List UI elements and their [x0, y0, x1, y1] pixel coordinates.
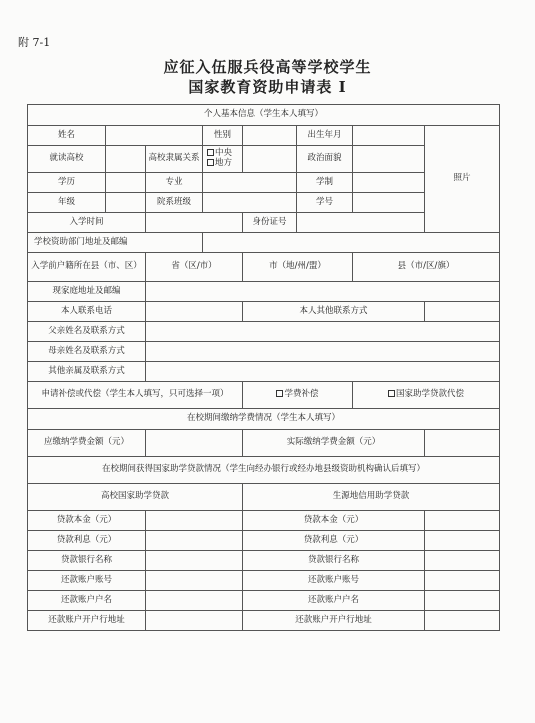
- tuition-due-label: 应缴纳学费金额（元）: [28, 430, 146, 457]
- relatives-label: 其他亲属及联系方式: [28, 362, 146, 382]
- education-field[interactable]: [106, 173, 146, 193]
- local-account-no-field[interactable]: [425, 571, 500, 591]
- annex-label: 附 7-1: [18, 36, 51, 49]
- other-contact-label: 本人其他联系方式: [243, 302, 425, 322]
- id-no-field[interactable]: [297, 213, 425, 233]
- apply-label: 申请补偿或代偿（学生本人填写，只可选择一项）: [28, 382, 243, 409]
- school-bank-label: 贷款银行名称: [28, 551, 146, 571]
- form-title-line1: 应征入伍服兵役高等学校学生: [163, 58, 372, 76]
- application-form-table: [27, 104, 500, 631]
- province-field[interactable]: 省（区/市）: [146, 253, 243, 282]
- checkbox-icon[interactable]: [207, 159, 214, 166]
- affiliation-options: [203, 146, 243, 173]
- student-no-label: 学号: [297, 193, 353, 213]
- local-interest-field[interactable]: [425, 531, 500, 551]
- school-bank-field[interactable]: [146, 551, 243, 571]
- local-bank-label: 贷款银行名称: [243, 551, 425, 571]
- local-bank-address-label: 还款账户开户行地址: [243, 611, 425, 631]
- school-principal-label: 贷款本金（元）: [28, 511, 146, 531]
- school-bank-address-label: 还款账户开户行地址: [28, 611, 146, 631]
- school-account-no-field[interactable]: [146, 571, 243, 591]
- home-address-label: 现家庭地址及邮编: [28, 282, 146, 302]
- school-interest-label: 贷款利息（元）: [28, 531, 146, 551]
- enroll-time-label: 入学时间: [28, 213, 146, 233]
- county-field[interactable]: 县（市/区/旗）: [353, 253, 500, 282]
- grade-field[interactable]: [106, 193, 146, 213]
- city-field[interactable]: 市（地/州/盟）: [243, 253, 353, 282]
- political-label: 政治面貌: [297, 146, 353, 173]
- local-bank-field[interactable]: [425, 551, 500, 571]
- loan-repayment-option[interactable]: 国家助学贷款代偿: [353, 382, 500, 409]
- mother-field[interactable]: [146, 342, 500, 362]
- tuition-header: 在校期间缴纳学费情况（学生本人填写）: [28, 409, 500, 430]
- major-label: 专业: [146, 173, 203, 193]
- mother-label: 母亲姓名及联系方式: [28, 342, 146, 362]
- school-account-name-field[interactable]: [146, 591, 243, 611]
- local-option[interactable]: 地方: [205, 159, 240, 169]
- grade-label: 年级: [28, 193, 106, 213]
- local-account-name-label: 还款账户户名: [243, 591, 425, 611]
- school-interest-field[interactable]: [146, 531, 243, 551]
- home-address-field[interactable]: [146, 282, 500, 302]
- tuition-due-field[interactable]: [146, 430, 243, 457]
- tuition-paid-field[interactable]: [425, 430, 500, 457]
- loans-header: 在校期间获得国家助学贷款情况（学生向经办银行或经办地县级资助机构确认后填写）: [28, 457, 500, 484]
- affiliation-label: 高校隶属关系: [146, 146, 203, 173]
- education-label: 学历: [28, 173, 106, 193]
- hukou-label: 入学前户籍所在县（市、区）: [28, 253, 146, 282]
- major-field[interactable]: [203, 173, 297, 193]
- school-account-name-label: 还款账户户名: [28, 591, 146, 611]
- aid-office-field[interactable]: [203, 233, 500, 253]
- father-label: 父亲姓名及联系方式: [28, 322, 146, 342]
- phone-label: 本人联系电话: [28, 302, 146, 322]
- student-no-field[interactable]: [353, 193, 425, 213]
- dept-class-label: 院系班级: [146, 193, 203, 213]
- local-account-no-label: 还款账户账号: [243, 571, 425, 591]
- form-title-line2: 国家教育资助申请表 I: [188, 78, 347, 96]
- tuition-compensation-option[interactable]: 学费补偿: [243, 382, 353, 409]
- birth-label: 出生年月: [297, 126, 353, 146]
- school-label: 就读高校: [28, 146, 106, 173]
- gender-field[interactable]: [243, 126, 297, 146]
- name-field[interactable]: [106, 126, 203, 146]
- central-option[interactable]: 中央: [205, 149, 240, 159]
- id-no-label: 身份证号: [243, 213, 297, 233]
- aid-office-label: 学校资助部门地址及邮编: [28, 233, 203, 253]
- school-bank-address-field[interactable]: [146, 611, 243, 631]
- name-label: 姓名: [28, 126, 106, 146]
- father-field[interactable]: [146, 322, 500, 342]
- school-principal-field[interactable]: [146, 511, 243, 531]
- phone-field[interactable]: [146, 302, 243, 322]
- local-principal-label: 贷款本金（元）: [243, 511, 425, 531]
- gender-label: 性别: [203, 126, 243, 146]
- relatives-field[interactable]: [146, 362, 500, 382]
- political-field[interactable]: [353, 146, 425, 173]
- school-loan-header: 高校国家助学贷款: [28, 484, 243, 511]
- local-account-name-field[interactable]: [425, 591, 500, 611]
- affiliation-field[interactable]: [243, 146, 297, 173]
- length-label: 学制: [297, 173, 353, 193]
- checkbox-icon[interactable]: [388, 390, 395, 397]
- birth-field[interactable]: [353, 126, 425, 146]
- dept-class-field[interactable]: [203, 193, 297, 213]
- local-loan-header: 生源地信用助学贷款: [243, 484, 500, 511]
- checkbox-icon[interactable]: [276, 390, 283, 397]
- other-contact-field[interactable]: [425, 302, 500, 322]
- photo-cell: 照片: [425, 126, 500, 233]
- enroll-time-field[interactable]: [146, 213, 243, 233]
- length-field[interactable]: [353, 173, 425, 193]
- checkbox-icon[interactable]: [207, 149, 214, 156]
- tuition-paid-label: 实际缴纳学费金额（元）: [243, 430, 425, 457]
- basic-info-header: 个人基本信息（学生本人填写）: [28, 105, 500, 126]
- local-interest-label: 贷款利息（元）: [243, 531, 425, 551]
- school-field[interactable]: [106, 146, 146, 173]
- local-principal-field[interactable]: [425, 511, 500, 531]
- local-bank-address-field[interactable]: [425, 611, 500, 631]
- school-account-no-label: 还款账户账号: [28, 571, 146, 591]
